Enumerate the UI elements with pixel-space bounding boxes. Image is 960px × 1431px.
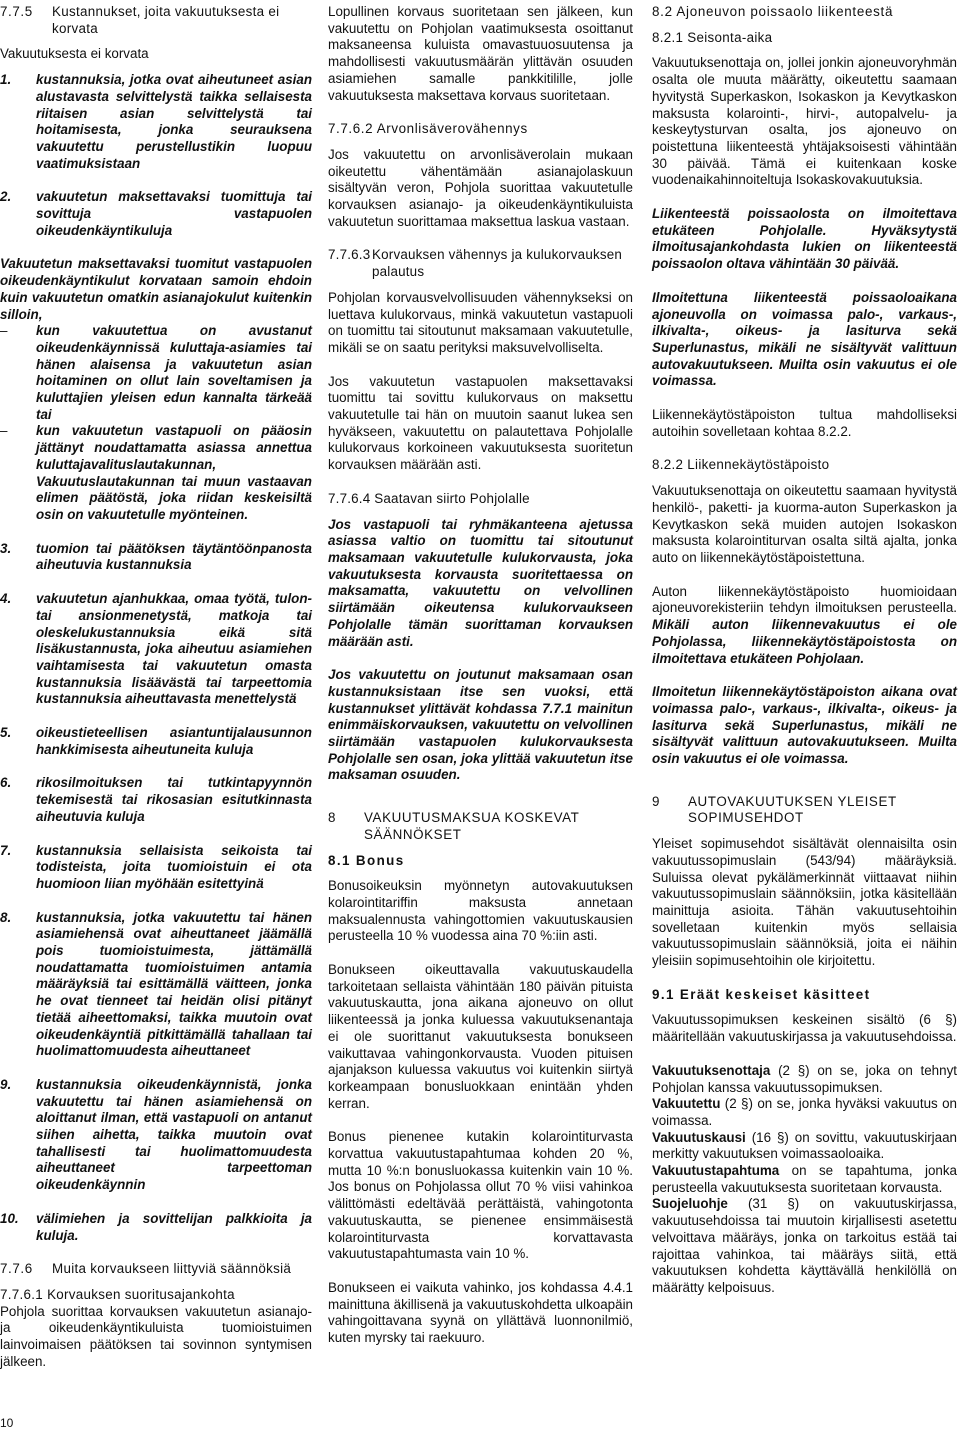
item-text: kustannuksia, jotka ovat aiheutuneet asian alustavasta selvittelystä taikka sellaisesta riitaisen asian selvittelystä tai hoitamisesta, jonka seurauksena vakuutettu perustellustikin luopuu vaatimuksistaan (36, 72, 312, 171)
item-number: 4. (0, 591, 12, 607)
list-item-7 (0, 843, 312, 893)
dash-marker: – (0, 323, 8, 339)
paragraph: Vakuutussopimuksen keskeinen sisältö (6 §) määritellään vakuutuskirjassa ja vakuutusehdoissa. (652, 1012, 957, 1045)
term: Vakuutuskausi (652, 1129, 746, 1145)
chapter-title: VAKUUTUSMAKSUA KOSKEVAT SÄÄNNÖKSET (364, 810, 580, 842)
item-number: 8. (0, 909, 12, 925)
subheading: Vakuutuksesta ei korvata (0, 46, 149, 62)
chapter-8-heading (328, 810, 633, 843)
dash-text: kun vakuutetun vastapuoli on pääosin jättänyt noudattamatta asiassa annettua kuluttajavalituslautakunnan, Vakuutuslautakunnan tai muun vastaavan elimen päätöstä, joka riidan keskeisiltä osin on vakuutetulle myönteinen. (36, 423, 312, 522)
paragraph: Vakuutuksenottaja on, jollei jonkin ajoneuvoryhmän osalta ole muuta määrätty, oikeutettu saamaan hyvitystä Superkaskon, Isokaskon ja Kevytkaskon maksusta kolarointi-, hirvi-, autopalvelu- ja keskeytysturvan osalta, jos ajoneuvo on poistettuna liikenteestä yhtäjaksoisesti vähintään 30 päivää. Tämä ei kuitenkaan koske vuodenaikahinnoiteltuja Isokaskovakuutuksia. (652, 55, 957, 188)
section-title: Korvauksen vähennys ja kulukorvauksen palautus (372, 247, 623, 280)
definition-vakuutustapahtuma (652, 1163, 957, 1196)
chapter-title: AUTOVAKUUTUKSEN YLEISET SOPIMUSEHDOT (688, 793, 897, 826)
chapter-9-heading (652, 794, 957, 827)
item-number: 6. (0, 775, 12, 791)
section-number: 7.7.6 (0, 1261, 33, 1277)
paragraph: Bonusoikeuksin myönnetyn autovakuutuksen kolarointitariffin maksusta annetaan maksualennusta vahingottomien vakuutuskausien perusteella 10 % vuodessa aina 70 %:iin asti. (328, 878, 633, 944)
paragraph-emphasis: Mikäli auton liikennevakuutus ei ole Pohjolassa, liikennekäytöstäpoistosta on ilmoitettava etukäteen Pohjolaan. (652, 617, 957, 666)
term: Vakuutustapahtuma (652, 1163, 780, 1179)
list-item-6 (0, 775, 312, 825)
section-7-7-6-1-heading: 7.7.6.1 Korvauksen suoritusajankohta (0, 1287, 235, 1302)
paragraph: Bonus pienenee kutakin kolarointiturvasta korvattua vakuutustapahtumaa kohden 20 %, mutta 10 %:n bonusluokassa kuitenkin vain 10 %. Jos bonus on Pohjolassa ollut 70 % viisi vahinkoa välittömästi edeltävää perättäistä, vahingotonta vakuutuskautta, se pienenee ensimmäisestä kolarointiturvasta korvattavasta vakuutustapahtumasta vain 10 %. (328, 1129, 633, 1262)
paragraph: Yleiset sopimusehdot sisältävät olennaisilta osin vakuutussopimuslain (543/94) määräyksiä. Suluissa olevat pykälämerkinnät viittaavat niihin vakuutussopimuslain säännöksiin, jotka käsitellään mainittuja asioita. Tähän vakuutusehtoihin sovelletaan kuitenkin myös sellaisia vakuutussopimuslain säännöksiä, joita ei näihin yleisiin sopimusehtoihin ole kirjoitettu. (652, 836, 957, 969)
chapter-number: 9 (652, 793, 661, 809)
paragraph-emphasis: Liikenteestä poissaolosta on ilmoitettava etukäteen Pohjolalle. Hyväksytystä ilmoitusajankohdasta lukien on liikenteestä poissaolon oltava vähintään 30 päivää. (652, 206, 957, 272)
paragraph-part: Auton liikennekäytöstäpoisto huomioidaan ajoneuvorekisteriin tehdyn ilmoituksen perusteella. (652, 583, 957, 616)
list-item-8 (0, 910, 312, 1060)
list-item-2 (0, 189, 312, 239)
list-item-5 (0, 725, 312, 758)
definition-vakuutuskausi (652, 1130, 957, 1163)
definition-suojeluohje (652, 1196, 957, 1296)
item-text: tuomion tai päätöksen täytäntöönpanosta aiheutuvia kustannuksia (36, 540, 312, 573)
paragraph: Pohjola suorittaa korvauksen vakuutetun asianajo- ja oikeudenkäyntikuluista tuomioistuimen lainvoimaisen päätöksen tai sovinnon syntymisen jälkeen. (0, 1303, 312, 1369)
section-title: Muita korvaukseen liittyviä säännöksiä (52, 1261, 292, 1277)
column-1 (0, 4, 312, 1371)
section-8-1-heading: 8.1 Bonus (328, 852, 405, 868)
item-number: 3. (0, 540, 12, 556)
item-text: oikeustieteellisen asiantuntijalausunnon hankkimisesta aiheutuneita kuluja (36, 725, 312, 757)
paragraph: Bonukseen ei vaikuta vahinko, jos kohdassa 4.4.1 mainittuna äkillisenä ja vakuutuskohdetta ulkoapäin vahingoittavana syynä on yllättävä luonnonilmiö, kuten myrsky tai raekuuro. (328, 1280, 633, 1346)
term: Vakuutuksenottaja (652, 1062, 771, 1078)
paragraph: Jos vakuutetun vastapuolen maksettavaksi tuomittu tai sovittu kulukorvaus on maksettu vakuutetulle tai hän on muutoin saanut lukea sen hyväkseen, vakuutettu on palautettava Pohjolalle kulukorvaus korkoineen vakuutuksesta suoritetun korvauksen määrään asti. (328, 373, 633, 473)
dash-item-2 (0, 423, 312, 523)
item-number: 1. (0, 72, 12, 88)
paragraph: Liikennekäytöstäpoiston tultua mahdolliseksi autoihin sovelletaan kohtaa 8.2.2. (652, 407, 957, 439)
definition: (2 §) on se, joka on tehnyt Pohjolan kanssa vakuutussopimuksen. (652, 1062, 957, 1095)
section-number: 7.7.5 (0, 4, 33, 19)
item-text: vakuutetun maksettavaksi tuomittuja tai sovittuja vastapuolen oikeudenkäyntikuluja (36, 189, 312, 238)
item-number: 5. (0, 725, 12, 741)
section-7-7-6-4-heading: 7.7.6.4 Saatavan siirto Pohjolalle (328, 490, 530, 506)
dash-item-1 (0, 323, 312, 423)
list-item-1 (0, 72, 312, 172)
list-item-3 (0, 541, 312, 574)
item-2-paragraph: Vakuutetun maksettavaksi tuomitut vastapuolen oikeudenkäyntikulut korvataan samoin ehdoin kuin vakuutetun omatkin asianajokulut kuitenkin silloin, (0, 256, 312, 322)
definition: (2 §) on se, jonka hyväksi vakuutus on voimassa. (652, 1096, 957, 1128)
item-text: vakuutetun ajanhukkaa, omaa työtä, tulon- tai ansionmenetystä, matkoja tai oleskelukustannuksia eikä sitä lisäkustannusta, joka aiheutuu asiamiehen vaihtamisesta tai vakuutetun omasta kustannuksia lisäävästä tai tarpeettomia kustannuksia aiheuttavasta menettelystä (36, 591, 312, 707)
section-8-2-1-heading: 8.2.1 Seisonta-aika (652, 29, 773, 45)
section-8-2-heading: 8.2 Ajoneuvon poissaolo liikenteestä (652, 4, 894, 19)
chapter-number: 8 (328, 810, 337, 826)
section-7-7-6-heading (0, 1261, 312, 1278)
item-number: 7. (0, 842, 12, 858)
column-2 (328, 4, 633, 1347)
paragraph: Lopullinen korvaus suoritetaan sen jälkeen, kun vakuutettu on Pohjolan vaatimuksesta osoittanut maksaneensa kuluista omavastuuosuutensa ja mahdollisesti vakuutusmäärän ylittävän osuuden asiamiehen samalle pankkitilille, jolle vakuutuksesta maksettava korvaus suoritetaan. (328, 4, 633, 103)
section-8-2-2-heading: 8.2.2 Liikennekäytöstäpoisto (652, 457, 830, 473)
definition-vakuutuksenottaja (652, 1063, 957, 1096)
section-7-7-6-2-heading: 7.7.6.2 Arvonlisäverovähennys (328, 121, 528, 137)
column-3 (652, 4, 957, 1297)
list-item-4 (0, 591, 312, 708)
item-text: kustannuksia oikeudenkäynnistä, jonka vakuutettu tai hänen asiamiehensä on aloittanut ilman, että vastapuoli on antanut siihen aihetta, taikka muutoin ovat tahallisesti tai huolimattomuudesta aiheuttaneet tarpeettoman oikeudenkäynnin (36, 1076, 312, 1193)
section-number: 7.7.6.3 (328, 247, 371, 263)
section-title: Kustannukset, joita vakuutuksesta ei korvata (52, 4, 280, 36)
item-number: 2. (0, 189, 12, 205)
list-item-10 (0, 1211, 312, 1244)
section-9-1-heading: 9.1 Eräät keskeiset käsitteet (652, 986, 871, 1002)
item-text: välimiehen ja sovittelijan palkkioita ja kuluja. (36, 1210, 312, 1243)
definition: (16 §) on sovittu, vakuutuskirjaan merkitty vakuutuksen voimassaoloaika. (652, 1129, 957, 1162)
item-text: kustannuksia, jotka vakuutettu tai hänen asiamiehensä ovat aiheuttaneet jäämällä pois tuomioistuimesta, jättämällä noudattamatta tuomioistuimen antamia määräyksiä tai esittämällä väitteen, jonka he ovat tienneet tai heidän olisi pitänyt tietää aiheettomaksi, taikka muutoin ovat oikeudenkäyntiä pitkittämällä tahallaan tai huolimattomuudesta aiheuttaneet (36, 909, 312, 1059)
term: Suojeluohje (652, 1196, 728, 1212)
definition-vakuutettu (652, 1096, 957, 1129)
paragraph: Jos vakuutettu on arvonlisäverolain mukaan oikeutettu vähentämään asianajolaskuun sisältyvän veron, Pohjola suorittaa vakuutetulle korvauksen asianajo- ja oikeudenkäyntikuluista vakuutetun suorittamaa maksettua laskua vastaan. (328, 146, 633, 229)
list-item-9 (0, 1077, 312, 1194)
item-text: rikosilmoituksen tai tutkintapyynnön tekemisestä tai rikosasian esitutkinnasta aiheutuvia kuluja (36, 775, 312, 824)
paragraph-emphasis: Jos vastapuoli tai ryhmäkanteena ajetussa asiassa valtio on tuomittu tai sitoutunut maksamaan vakuutetulle kulukorvausta, joka vakuutuksesta korvausta suoritettaessa on maksamatta, vakuutettu on velvollinen siirtämään oikeutensa kulukorvaukseen Pohjolalle tämän suorittaman korvauksen määrään asti. (328, 516, 633, 649)
item-number: 9. (0, 1076, 12, 1092)
dash-text: kun vakuutettua on avustanut oikeudenkäynnissä kuluttaja-asiamies tai hänen alaisensa ja vakuutetun asian hoitaminen on ollut lain soveltamisen ja kuluttajien yleisen edun kannalta tärkeää tai (36, 323, 312, 422)
section-7-7-6-3-heading (328, 247, 633, 280)
dash-marker: – (0, 423, 8, 439)
page-number: 10 (0, 1416, 14, 1430)
item-number: 10. (0, 1210, 19, 1226)
paragraph: Pohjolan korvausvelvollisuuden vähennykseksi on luettava kulukorvaus, minkä vakuutetun vastapuoli on tuomittu tai sitoutunut maksamaan vakuutetulle, mikäli se on saatu perityksi maksuvelvolliselta. (328, 289, 633, 355)
section-7-7-5-heading (0, 4, 312, 37)
paragraph: Bonukseen oikeuttavalla vakuutuskaudella tarkoitetaan sellaista vähintään 180 päivän pituista vakuutuskautta, jona aikana ajoneuvo on ollut liikenteessä ja jonka kuluessa vakuutuksenantaja ei ole suorittanut vakuutuksesta bonukseen vaikuttavaa vahingonkorvausta. Vuoden pituisen ajanjakson kuluessa vakuutus voi kuitenkin siirtyä korkeampaan bonusluokkaan enintään yhden kerran. (328, 962, 633, 1111)
definition: (31 §) on vakuutuskirjassa, vakuutusehdoissa tai muutoin kirjallisesti asetettu velvoittava määräys, jonka on tarkoitus estää tai rajoittaa vahinkoa, tai määräys siitä, että vakuutuksen kohdetta käyttävällä henkilöllä on määrätty kelpoisuus. (652, 1196, 957, 1295)
item-text: kustannuksia sellaisista seikoista tai todisteista, joita tuomioistuin ei ota huomioon liian myöhään esitettyinä (36, 842, 312, 891)
paragraph-emphasis: Ilmoitetun liikennekäytöstäpoiston aikana ovat voimassa palo-, varkaus-, ilkivalta-, oikeus- ja lasiturva sekä Superlunastus, mikäli ne sisältyvät valittuun autovakuutukseen. Muilta osin vakuutus ei ole voimassa. (652, 684, 957, 767)
paragraph: Vakuutuksenottaja on oikeutettu saamaan hyvitystä henkilö-, paketti- ja kuorma-auton Superkaskon ja Kevytkaskon sekä muiden autojen Isokaskon maksusta kolarointiturvan osalta siltä ajalta, jonka auto on liikennekäytöstäpoistettuna. (652, 483, 957, 565)
paragraph-emphasis: Jos vakuutettu on joutunut maksamaan osan kustannuksistaan itse sen vuoksi, että kustannukset ylittävät kohdassa 7.7.1 mainitun enimmäiskorvauksen, vakuutettu on velvollinen siirtämään vastapuolen kulukorvauksesta Pohjolalle sen osan, joka ylittää vakuutetun itse maksaman osuuden. (328, 667, 633, 783)
term: Vakuutettu (652, 1096, 721, 1112)
paragraph (652, 584, 957, 668)
definition: on se tapahtuma, jonka perusteella vakuutuksesta suoritetaan korvausta. (652, 1163, 957, 1195)
paragraph-emphasis: Ilmoitettuna liikenteestä poissaoloaikana ajoneuvolla on voimassa palo-, varkaus-, ilkivalta-, oikeus- ja lasiturva sekä Superlunastus, mikäli ne sisältyvät valittuun autovakuutukseen. Muilta osin vakuutus ei ole voimassa. (652, 289, 957, 389)
